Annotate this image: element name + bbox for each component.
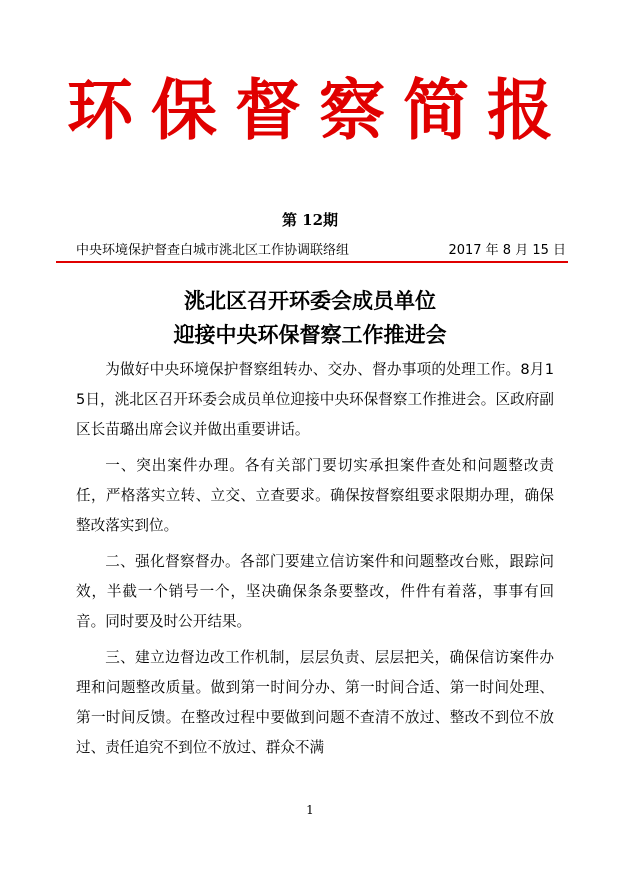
issue-date: 2017 年 8 月 15 日	[448, 243, 566, 258]
paragraph: 二、强化督察督办。各部门要建立信访案件和问题整改台账，跟踪问效，半截一个销号一个，坚决确保条条要整改，件件有着落，事事有回音。同时要及时公开结果。	[76, 553, 554, 630]
header-line	[76, 239, 566, 258]
masthead-title: 环保督察简报	[67, 72, 571, 149]
article-body	[76, 355, 554, 769]
article-title-line-2: 迎接中央环保督察工作推进会	[173, 322, 447, 347]
red-divider	[56, 261, 568, 263]
paragraph: 一、突出案件办理。各有关部门要切实承担案件查处和问题整改责任，严格落实立转、立交、立查要求。确保按督察组要求限期办理，确保整改落实到位。	[76, 457, 554, 534]
article-title-line-1: 洮北区召开环委会成员单位	[184, 288, 436, 313]
paragraph: 为做好中央环境保护督察组转办、交办、督办事项的处理工作。8月15日，洮北区召开环委会成员单位迎接中央环保督察工作推进会。区政府副区长苗璐出席会议并做出重要讲话。	[76, 361, 554, 438]
organization-name: 中央环境保护督查白城市洮北区工作协调联络组	[76, 243, 350, 258]
page-number: 1	[306, 803, 314, 817]
paragraph: 三、建立边督边改工作机制，层层负责、层层把关，确保信访案件办理和问题整改质量。做到第一时间分办、第一时间合适、第一时间处理、第一时间反馈。在整改过程中要做到问题不查清不放过、整改不到位不放过、责任追究不到位不放过、群众不满	[76, 649, 554, 756]
issue-number: 第 12期	[281, 211, 339, 229]
